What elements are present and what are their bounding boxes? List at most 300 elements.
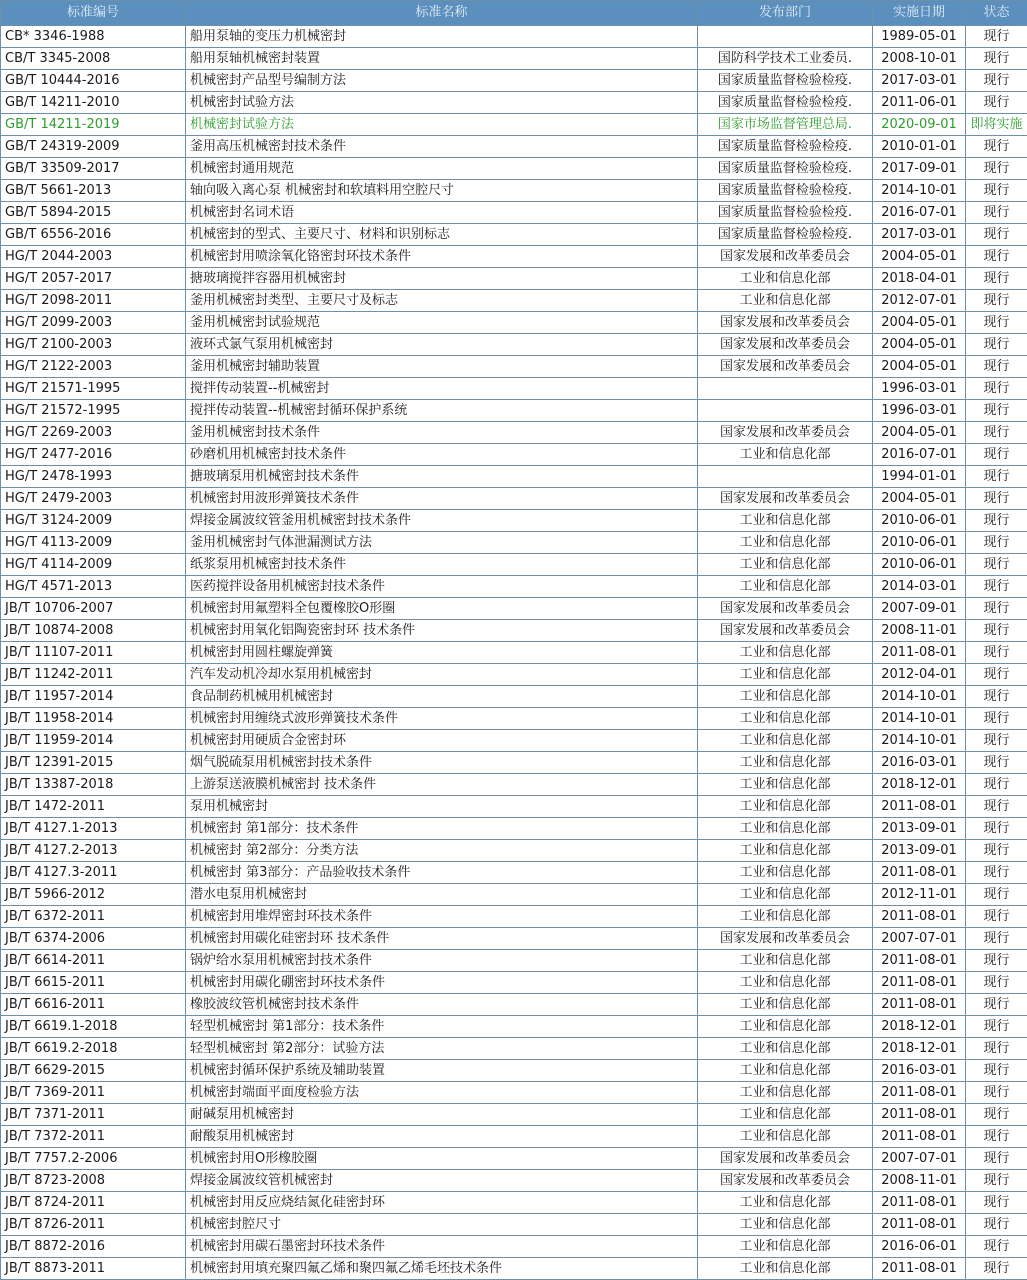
- table-row[interactable]: [1, 48, 1027, 70]
- standard-code-cell[interactable]: JB/T 7371-2011: [1, 1104, 186, 1126]
- status-cell: 现行: [966, 686, 1027, 708]
- status-cell: 现行: [966, 290, 1027, 312]
- status-cell: 现行: [966, 1192, 1027, 1214]
- status-cell: 现行: [966, 400, 1027, 422]
- standard-name-cell[interactable]: 医药搅拌设备用机械密封技术条件: [186, 576, 698, 598]
- standard-code-cell[interactable]: JB/T 5966-2012: [1, 884, 186, 906]
- department-cell: 工业和信息化部: [698, 1060, 873, 1082]
- effective-date-cell: 2011-08-01: [873, 642, 966, 664]
- table-row[interactable]: [1, 400, 1027, 422]
- standard-code-cell[interactable]: JB/T 8723-2008: [1, 1170, 186, 1192]
- standard-code-cell[interactable]: GB/T 5661-2013: [1, 180, 186, 202]
- standard-code-cell[interactable]: CB* 3346-1988: [1, 26, 186, 48]
- table-row[interactable]: [1, 1038, 1027, 1060]
- table-row[interactable]: [1, 994, 1027, 1016]
- status-cell: 现行: [966, 642, 1027, 664]
- standard-name-cell[interactable]: 机械密封 第1部分：技术条件: [186, 818, 698, 840]
- standard-code-cell[interactable]: HG/T 4113-2009: [1, 532, 186, 554]
- department-cell: 工业和信息化部: [698, 1258, 873, 1280]
- standard-name-cell[interactable]: 釜用机械密封类型、主要尺寸及标志: [186, 290, 698, 312]
- standard-code-cell[interactable]: CB/T 3345-2008: [1, 48, 186, 70]
- department-cell: 国家发展和改革委员会: [698, 334, 873, 356]
- standard-name-cell[interactable]: 机械密封试验方法: [186, 114, 698, 136]
- standard-code-cell[interactable]: GB/T 6556-2016: [1, 224, 186, 246]
- status-cell: 现行: [966, 268, 1027, 290]
- status-cell: 现行: [966, 774, 1027, 796]
- table-row[interactable]: [1, 774, 1027, 796]
- standard-name-cell[interactable]: 机械密封腔尺寸: [186, 1214, 698, 1236]
- table-row[interactable]: [1, 356, 1027, 378]
- status-cell: 现行: [966, 1258, 1027, 1280]
- standard-code-cell[interactable]: HG/T 2100-2003: [1, 334, 186, 356]
- effective-date-cell: 2016-07-01: [873, 444, 966, 466]
- department-cell: 工业和信息化部: [698, 1192, 873, 1214]
- table-row[interactable]: [1, 598, 1027, 620]
- department-cell: 国家质量监督检验检疫.: [698, 136, 873, 158]
- standard-code-cell[interactable]: JB/T 13387-2018: [1, 774, 186, 796]
- table-row[interactable]: [1, 488, 1027, 510]
- effective-date-cell: 2017-03-01: [873, 224, 966, 246]
- effective-date-cell: 2004-05-01: [873, 246, 966, 268]
- effective-date-cell: 2011-08-01: [873, 972, 966, 994]
- standard-code-cell[interactable]: HG/T 2477-2016: [1, 444, 186, 466]
- effective-date-cell: 2016-03-01: [873, 1060, 966, 1082]
- standard-code-cell[interactable]: JB/T 11959-2014: [1, 730, 186, 752]
- table-row[interactable]: [1, 1016, 1027, 1038]
- standard-code-cell[interactable]: JB/T 8872-2016: [1, 1236, 186, 1258]
- standard-name-cell[interactable]: 机械密封名词术语: [186, 202, 698, 224]
- standard-name-cell[interactable]: 橡胶波纹管机械密封技术条件: [186, 994, 698, 1016]
- standard-name-cell[interactable]: 釜用机械密封技术条件: [186, 422, 698, 444]
- department-cell: 工业和信息化部: [698, 532, 873, 554]
- standard-name-cell[interactable]: 汽车发动机冷却水泵用机械密封: [186, 664, 698, 686]
- standard-code-cell[interactable]: HG/T 4571-2013: [1, 576, 186, 598]
- status-cell: 现行: [966, 1016, 1027, 1038]
- standard-code-cell[interactable]: HG/T 4114-2009: [1, 554, 186, 576]
- department-cell: 国家质量监督检验检疫.: [698, 180, 873, 202]
- table-row[interactable]: [1, 290, 1027, 312]
- department-cell: 工业和信息化部: [698, 1214, 873, 1236]
- table-row[interactable]: [1, 312, 1027, 334]
- status-cell: 现行: [966, 664, 1027, 686]
- effective-date-cell: 2010-06-01: [873, 532, 966, 554]
- department-cell: [698, 466, 873, 488]
- standard-code-cell[interactable]: HG/T 2478-1993: [1, 466, 186, 488]
- table-row[interactable]: [1, 180, 1027, 202]
- standard-name-cell[interactable]: 机械密封用O形橡胶圈: [186, 1148, 698, 1170]
- effective-date-cell: 2013-09-01: [873, 818, 966, 840]
- status-cell: 现行: [966, 598, 1027, 620]
- department-cell: 工业和信息化部: [698, 906, 873, 928]
- standard-name-cell[interactable]: 机械密封用碳化硼密封环技术条件: [186, 972, 698, 994]
- table-row[interactable]: [1, 1170, 1027, 1192]
- status-cell: 现行: [966, 796, 1027, 818]
- department-cell: 工业和信息化部: [698, 862, 873, 884]
- status-cell: 现行: [966, 70, 1027, 92]
- department-cell: [698, 378, 873, 400]
- department-cell: 工业和信息化部: [698, 444, 873, 466]
- effective-date-cell: 2011-08-01: [873, 796, 966, 818]
- standard-name-cell[interactable]: 机械密封试验方法: [186, 92, 698, 114]
- status-cell: 现行: [966, 444, 1027, 466]
- effective-date-cell: 2014-10-01: [873, 730, 966, 752]
- standard-name-cell[interactable]: 轻型机械密封 第1部分：技术条件: [186, 1016, 698, 1038]
- standard-code-cell[interactable]: JB/T 10706-2007: [1, 598, 186, 620]
- effective-date-cell: 2018-12-01: [873, 1038, 966, 1060]
- department-cell: 工业和信息化部: [698, 730, 873, 752]
- standard-code-cell[interactable]: JB/T 6372-2011: [1, 906, 186, 928]
- standard-code-cell[interactable]: GB/T 33509-2017: [1, 158, 186, 180]
- table-row[interactable]: [1, 268, 1027, 290]
- department-cell: 国家发展和改革委员会: [698, 312, 873, 334]
- effective-date-cell: 2018-12-01: [873, 774, 966, 796]
- standard-code-cell[interactable]: JB/T 11957-2014: [1, 686, 186, 708]
- header-status[interactable]: 状态: [966, 1, 1027, 26]
- standard-name-cell[interactable]: 烟气脱硫泵用机械密封技术条件: [186, 752, 698, 774]
- standard-code-cell[interactable]: JB/T 6619.2-2018: [1, 1038, 186, 1060]
- standard-name-cell[interactable]: 机械密封用圆柱螺旋弹簧: [186, 642, 698, 664]
- status-cell: 现行: [966, 818, 1027, 840]
- header-code[interactable]: 标准编号: [1, 1, 186, 26]
- effective-date-cell: 2004-05-01: [873, 334, 966, 356]
- table-row[interactable]: [1, 1214, 1027, 1236]
- effective-date-cell: 2008-11-01: [873, 1170, 966, 1192]
- status-cell: 现行: [966, 312, 1027, 334]
- standard-code-cell[interactable]: JB/T 8726-2011: [1, 1214, 186, 1236]
- department-cell: 工业和信息化部: [698, 510, 873, 532]
- status-cell: 现行: [966, 1060, 1027, 1082]
- table-row[interactable]: [1, 708, 1027, 730]
- effective-date-cell: 2017-09-01: [873, 158, 966, 180]
- table-row[interactable]: [1, 1236, 1027, 1258]
- effective-date-cell: 2007-07-01: [873, 928, 966, 950]
- standard-name-cell[interactable]: 焊接金属波纹管机械密封: [186, 1170, 698, 1192]
- status-cell: 现行: [966, 840, 1027, 862]
- effective-date-cell: 2018-12-01: [873, 1016, 966, 1038]
- department-cell: [698, 400, 873, 422]
- effective-date-cell: 2004-05-01: [873, 422, 966, 444]
- standard-code-cell[interactable]: JB/T 6619.1-2018: [1, 1016, 186, 1038]
- department-cell: 工业和信息化部: [698, 1104, 873, 1126]
- header-dept[interactable]: 发布部门: [698, 1, 873, 26]
- table-row[interactable]: [1, 1082, 1027, 1104]
- standard-name-cell[interactable]: 机械密封的型式、主要尺寸、材料和识别标志: [186, 224, 698, 246]
- status-cell: 现行: [966, 378, 1027, 400]
- standard-name-cell[interactable]: 机械密封用氧化铝陶瓷密封环 技术条件: [186, 620, 698, 642]
- standard-code-cell[interactable]: JB/T 8724-2011: [1, 1192, 186, 1214]
- standard-code-cell[interactable]: JB/T 4127.3-2011: [1, 862, 186, 884]
- effective-date-cell: 2012-04-01: [873, 664, 966, 686]
- effective-date-cell: 2007-07-01: [873, 1148, 966, 1170]
- table-row[interactable]: [1, 642, 1027, 664]
- department-cell: 国家发展和改革委员会: [698, 1148, 873, 1170]
- standard-code-cell[interactable]: HG/T 2098-2011: [1, 290, 186, 312]
- status-cell: 现行: [966, 180, 1027, 202]
- status-cell: 现行: [966, 334, 1027, 356]
- table-row[interactable]: [1, 378, 1027, 400]
- effective-date-cell: 2010-06-01: [873, 554, 966, 576]
- effective-date-cell: 2011-08-01: [873, 1258, 966, 1280]
- status-cell: 现行: [966, 1104, 1027, 1126]
- standard-code-cell[interactable]: JB/T 10874-2008: [1, 620, 186, 642]
- table-row[interactable]: [1, 444, 1027, 466]
- effective-date-cell: 2011-08-01: [873, 1214, 966, 1236]
- status-cell: 现行: [966, 48, 1027, 70]
- department-cell: 工业和信息化部: [698, 554, 873, 576]
- standard-name-cell[interactable]: 泵用机械密封: [186, 796, 698, 818]
- table-row[interactable]: [1, 92, 1027, 114]
- table-row[interactable]: [1, 158, 1027, 180]
- standard-code-cell[interactable]: HG/T 2479-2003: [1, 488, 186, 510]
- standard-code-cell[interactable]: JB/T 4127.1-2013: [1, 818, 186, 840]
- status-cell: 现行: [966, 26, 1027, 48]
- department-cell: 工业和信息化部: [698, 576, 873, 598]
- table-row[interactable]: [1, 70, 1027, 92]
- standard-code-cell[interactable]: JB/T 11107-2011: [1, 642, 186, 664]
- effective-date-cell: 2016-07-01: [873, 202, 966, 224]
- standard-code-cell[interactable]: JB/T 6374-2006: [1, 928, 186, 950]
- standard-name-cell[interactable]: 釜用机械密封辅助装置: [186, 356, 698, 378]
- status-cell: 即将实施: [966, 114, 1027, 136]
- department-cell: 工业和信息化部: [698, 972, 873, 994]
- department-cell: 国家发展和改革委员会: [698, 488, 873, 510]
- standard-code-cell[interactable]: HG/T 2122-2003: [1, 356, 186, 378]
- department-cell: 工业和信息化部: [698, 774, 873, 796]
- table-row[interactable]: [1, 1192, 1027, 1214]
- table-row[interactable]: [1, 818, 1027, 840]
- standard-name-cell[interactable]: 机械密封循环保护系统及辅助装置: [186, 1060, 698, 1082]
- standard-code-cell[interactable]: HG/T 21572-1995: [1, 400, 186, 422]
- table-row[interactable]: [1, 576, 1027, 598]
- status-cell: 现行: [966, 620, 1027, 642]
- standard-code-cell[interactable]: JB/T 11242-2011: [1, 664, 186, 686]
- effective-date-cell: 2012-07-01: [873, 290, 966, 312]
- status-cell: 现行: [966, 906, 1027, 928]
- table-row[interactable]: [1, 950, 1027, 972]
- effective-date-cell: 2004-05-01: [873, 488, 966, 510]
- standard-name-cell[interactable]: 液环式氯气泵用机械密封: [186, 334, 698, 356]
- status-cell: 现行: [966, 356, 1027, 378]
- department-cell: 工业和信息化部: [698, 884, 873, 906]
- department-cell: 工业和信息化部: [698, 1016, 873, 1038]
- standard-name-cell[interactable]: 机械密封用碳石墨密封环技术条件: [186, 1236, 698, 1258]
- table-row[interactable]: [1, 1258, 1027, 1280]
- standard-name-cell[interactable]: 机械密封用硬质合金密封环: [186, 730, 698, 752]
- department-cell: 国家发展和改革委员会: [698, 598, 873, 620]
- standard-name-cell[interactable]: 纸浆泵用机械密封技术条件: [186, 554, 698, 576]
- standard-name-cell[interactable]: 焊接金属波纹管釜用机械密封技术条件: [186, 510, 698, 532]
- header-date[interactable]: 实施日期: [873, 1, 966, 26]
- standard-code-cell[interactable]: JB/T 1472-2011: [1, 796, 186, 818]
- effective-date-cell: 1996-03-01: [873, 400, 966, 422]
- table-row[interactable]: [1, 796, 1027, 818]
- table-row[interactable]: [1, 136, 1027, 158]
- table-row[interactable]: [1, 730, 1027, 752]
- table-row[interactable]: [1, 554, 1027, 576]
- standard-name-cell[interactable]: 搪玻璃搅拌容器用机械密封: [186, 268, 698, 290]
- department-cell: 国家发展和改革委员会: [698, 246, 873, 268]
- status-cell: 现行: [966, 510, 1027, 532]
- status-cell: 现行: [966, 1236, 1027, 1258]
- department-cell: 工业和信息化部: [698, 642, 873, 664]
- standard-code-cell[interactable]: HG/T 21571-1995: [1, 378, 186, 400]
- table-row[interactable]: [1, 884, 1027, 906]
- standard-name-cell[interactable]: 釜用机械密封试验规范: [186, 312, 698, 334]
- standard-name-cell[interactable]: 上游泵送液膜机械密封 技术条件: [186, 774, 698, 796]
- department-cell: [698, 26, 873, 48]
- effective-date-cell: 2010-01-01: [873, 136, 966, 158]
- table-row[interactable]: [1, 686, 1027, 708]
- standard-name-cell[interactable]: 食品制药机械用机械密封: [186, 686, 698, 708]
- standard-name-cell[interactable]: 机械密封用反应烧结氮化硅密封环: [186, 1192, 698, 1214]
- department-cell: 工业和信息化部: [698, 796, 873, 818]
- department-cell: 国家质量监督检验检疫.: [698, 70, 873, 92]
- table-row[interactable]: [1, 510, 1027, 532]
- standard-name-cell[interactable]: 耐碱泵用机械密封: [186, 1104, 698, 1126]
- standard-name-cell[interactable]: 机械密封用堆焊密封环技术条件: [186, 906, 698, 928]
- standard-name-cell[interactable]: 轻型机械密封 第2部分：试验方法: [186, 1038, 698, 1060]
- standard-name-cell[interactable]: 潜水电泵用机械密封: [186, 884, 698, 906]
- standard-code-cell[interactable]: HG/T 3124-2009: [1, 510, 186, 532]
- standard-code-cell[interactable]: GB/T 24319-2009: [1, 136, 186, 158]
- effective-date-cell: 2011-08-01: [873, 906, 966, 928]
- effective-date-cell: 2018-04-01: [873, 268, 966, 290]
- standard-name-cell[interactable]: 搅拌传动装置--机械密封循环保护系统: [186, 400, 698, 422]
- department-cell: 工业和信息化部: [698, 664, 873, 686]
- standard-name-cell[interactable]: 砂磨机用机械密封技术条件: [186, 444, 698, 466]
- standard-code-cell[interactable]: JB/T 7757.2-2006: [1, 1148, 186, 1170]
- effective-date-cell: 2016-06-01: [873, 1236, 966, 1258]
- standard-name-cell[interactable]: 釜用高压机械密封技术条件: [186, 136, 698, 158]
- effective-date-cell: 2011-08-01: [873, 950, 966, 972]
- department-cell: 工业和信息化部: [698, 950, 873, 972]
- table-row[interactable]: [1, 972, 1027, 994]
- standard-name-cell[interactable]: 机械密封用碳化硅密封环 技术条件: [186, 928, 698, 950]
- standard-code-cell[interactable]: JB/T 7369-2011: [1, 1082, 186, 1104]
- table-row[interactable]: [1, 114, 1027, 136]
- standard-code-cell[interactable]: GB/T 14211-2010: [1, 92, 186, 114]
- table-body: [1, 26, 1027, 1280]
- table-row[interactable]: [1, 246, 1027, 268]
- status-cell: 现行: [966, 994, 1027, 1016]
- standard-name-cell[interactable]: 机械密封 第2部分：分类方法: [186, 840, 698, 862]
- standard-name-cell[interactable]: 机械密封用波形弹簧技术条件: [186, 488, 698, 510]
- standard-name-cell[interactable]: 耐酸泵用机械密封: [186, 1126, 698, 1148]
- status-cell: 现行: [966, 246, 1027, 268]
- standard-code-cell[interactable]: JB/T 12391-2015: [1, 752, 186, 774]
- standard-name-cell[interactable]: 机械密封端面平面度检验方法: [186, 1082, 698, 1104]
- standard-code-cell[interactable]: JB/T 6616-2011: [1, 994, 186, 1016]
- standard-name-cell[interactable]: 搪玻璃泵用机械密封技术条件: [186, 466, 698, 488]
- table-row[interactable]: [1, 1060, 1027, 1082]
- standard-name-cell[interactable]: 机械密封通用规范: [186, 158, 698, 180]
- effective-date-cell: 1989-05-01: [873, 26, 966, 48]
- status-cell: 现行: [966, 928, 1027, 950]
- standard-name-cell[interactable]: 机械密封用缠绕式波形弹簧技术条件: [186, 708, 698, 730]
- standard-code-cell[interactable]: JB/T 4127.2-2013: [1, 840, 186, 862]
- table-row[interactable]: [1, 1148, 1027, 1170]
- standard-code-cell[interactable]: GB/T 5894-2015: [1, 202, 186, 224]
- department-cell: 国家发展和改革委员会: [698, 1170, 873, 1192]
- department-cell: 国家质量监督检验检疫.: [698, 92, 873, 114]
- standard-code-cell[interactable]: HG/T 2057-2017: [1, 268, 186, 290]
- status-cell: 现行: [966, 136, 1027, 158]
- status-cell: 现行: [966, 862, 1027, 884]
- department-cell: 国家质量监督检验检疫.: [698, 224, 873, 246]
- standard-name-cell[interactable]: 机械密封用喷涂氧化铬密封环技术条件: [186, 246, 698, 268]
- table-row[interactable]: [1, 1126, 1027, 1148]
- standard-code-cell[interactable]: HG/T 2044-2003: [1, 246, 186, 268]
- effective-date-cell: 2014-10-01: [873, 708, 966, 730]
- table-row[interactable]: [1, 928, 1027, 950]
- standard-name-cell[interactable]: 锅炉给水泵用机械密封技术条件: [186, 950, 698, 972]
- table-row[interactable]: [1, 906, 1027, 928]
- effective-date-cell: 2020-09-01: [873, 114, 966, 136]
- table-row[interactable]: [1, 202, 1027, 224]
- department-cell: 国家发展和改革委员会: [698, 928, 873, 950]
- table-row[interactable]: [1, 840, 1027, 862]
- standard-code-cell[interactable]: JB/T 11958-2014: [1, 708, 186, 730]
- standard-name-cell[interactable]: 机械密封产品型号编制方法: [186, 70, 698, 92]
- header-name[interactable]: 标准名称: [186, 1, 698, 26]
- standard-name-cell[interactable]: 船用泵轴机械密封装置: [186, 48, 698, 70]
- standard-code-cell[interactable]: JB/T 7372-2011: [1, 1126, 186, 1148]
- department-cell: 工业和信息化部: [698, 818, 873, 840]
- table-row[interactable]: [1, 620, 1027, 642]
- standard-name-cell[interactable]: 机械密封用氟塑料全包覆橡胶O形圈: [186, 598, 698, 620]
- status-cell: 现行: [966, 92, 1027, 114]
- table-row[interactable]: [1, 466, 1027, 488]
- table-row[interactable]: [1, 532, 1027, 554]
- department-cell: 工业和信息化部: [698, 708, 873, 730]
- table-row[interactable]: [1, 1104, 1027, 1126]
- standard-code-cell[interactable]: GB/T 14211-2019: [1, 114, 186, 136]
- table-row[interactable]: [1, 224, 1027, 246]
- standard-name-cell[interactable]: 釜用机械密封气体泄漏测试方法: [186, 532, 698, 554]
- standard-code-cell[interactable]: JB/T 6614-2011: [1, 950, 186, 972]
- standard-code-cell[interactable]: JB/T 8873-2011: [1, 1258, 186, 1280]
- department-cell: 工业和信息化部: [698, 840, 873, 862]
- table-row[interactable]: [1, 422, 1027, 444]
- table-row[interactable]: [1, 862, 1027, 884]
- effective-date-cell: 2011-08-01: [873, 994, 966, 1016]
- standard-name-cell[interactable]: 机械密封用填充聚四氟乙烯和聚四氟乙烯毛坯技术条件: [186, 1258, 698, 1280]
- status-cell: 现行: [966, 466, 1027, 488]
- department-cell: 工业和信息化部: [698, 1236, 873, 1258]
- table-row[interactable]: [1, 752, 1027, 774]
- standard-name-cell[interactable]: 搅拌传动装置--机械密封: [186, 378, 698, 400]
- standard-code-cell[interactable]: JB/T 6615-2011: [1, 972, 186, 994]
- status-cell: 现行: [966, 576, 1027, 598]
- standard-name-cell[interactable]: 轴向吸入离心泵 机械密封和软填料用空腔尺寸: [186, 180, 698, 202]
- department-cell: 工业和信息化部: [698, 752, 873, 774]
- standard-name-cell[interactable]: 机械密封 第3部分：产品验收技术条件: [186, 862, 698, 884]
- effective-date-cell: 2011-08-01: [873, 1126, 966, 1148]
- standard-name-cell[interactable]: 船用泵轴的变压力机械密封: [186, 26, 698, 48]
- table-row[interactable]: [1, 26, 1027, 48]
- standard-code-cell[interactable]: HG/T 2099-2003: [1, 312, 186, 334]
- effective-date-cell: 2007-09-01: [873, 598, 966, 620]
- table-row[interactable]: [1, 664, 1027, 686]
- standard-code-cell[interactable]: GB/T 10444-2016: [1, 70, 186, 92]
- effective-date-cell: 1994-01-01: [873, 466, 966, 488]
- table-row[interactable]: [1, 334, 1027, 356]
- status-cell: 现行: [966, 884, 1027, 906]
- status-cell: 现行: [966, 422, 1027, 444]
- department-cell: 工业和信息化部: [698, 994, 873, 1016]
- standard-code-cell[interactable]: HG/T 2269-2003: [1, 422, 186, 444]
- standard-code-cell[interactable]: JB/T 6629-2015: [1, 1060, 186, 1082]
